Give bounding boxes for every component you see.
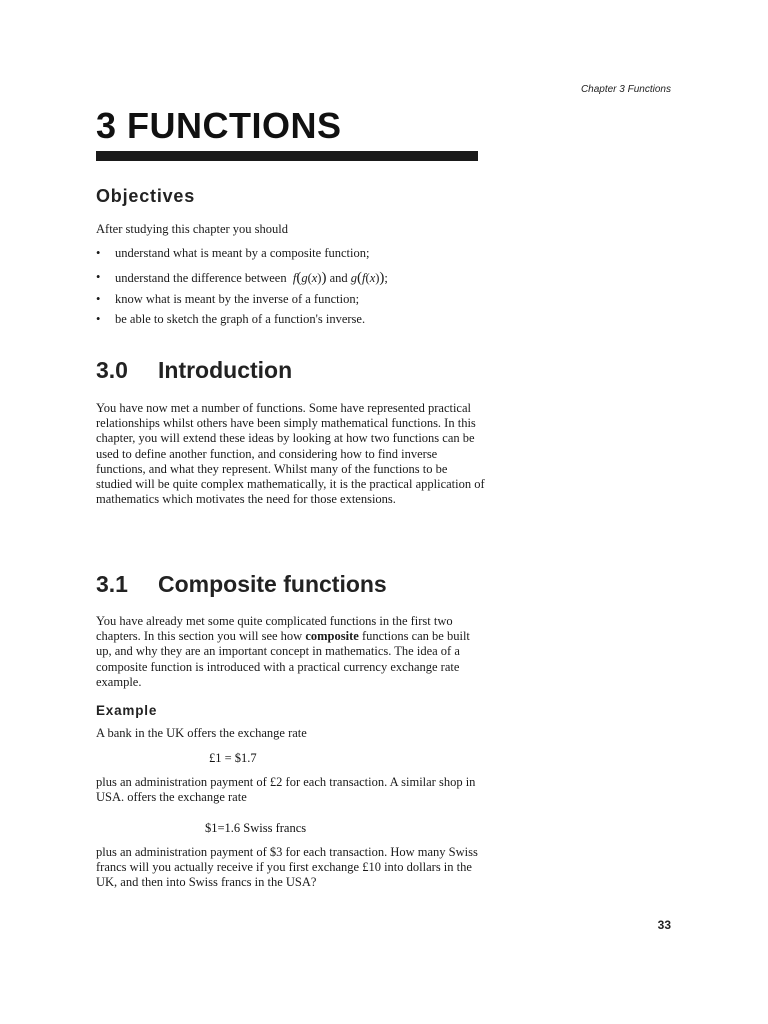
paren: ) — [379, 270, 385, 286]
paragraph-text: You have already met some quite complicated functions in the first two chapters. In this section you will see how — [96, 614, 453, 644]
math-x: x — [311, 271, 318, 285]
objectives-intro: After studying this chapter you should — [96, 222, 288, 236]
objective-text: understand what is meant by a composite function; — [115, 246, 370, 260]
math-g: g — [350, 271, 358, 285]
introduction-paragraph: You have now met a number of functions. Some have represented practical relationships whilst others have been simply mathematical functions. In this chapter, you will extend these ideas by looking at how two functions can be used to define another function, and considering how to find inverse functions, and what they represent. Whilst many of the functions to be studied will be quite complex mathematically, it is the practical application of mathematics which motivates the need for those extensions. — [96, 401, 485, 507]
example-question: plus an administration payment of $3 for each transaction. How many Swiss francs will you actually receive if you first exchange £10 into dollars in the UK, and then into Swiss francs in the USA? — [96, 845, 478, 890]
math-semicolon: ; — [384, 271, 388, 285]
math-f: f — [292, 271, 297, 285]
paren: ( — [296, 270, 302, 286]
running-header: Chapter 3 Functions — [580, 84, 671, 95]
objective-item — [96, 246, 388, 270]
paren: ( — [357, 270, 363, 286]
paragraph-text: functions can be built up, and why they are an important concept in mathematics. The idea of a composite function is introduced with a practical currency exchange rate example. — [96, 629, 470, 689]
math-g: g — [301, 271, 308, 285]
objectives-list — [96, 246, 388, 327]
objective-text: understand the difference between — [115, 271, 287, 285]
objective-item — [96, 312, 388, 327]
objective-text: be able to sketch the graph of a function's inverse. — [115, 312, 366, 326]
exchange-rate-usd-chf: $1=1.6 Swiss francs — [205, 821, 307, 835]
math-f: f — [362, 271, 366, 285]
section-heading-composite — [96, 571, 387, 598]
section-title: Introduction — [158, 357, 293, 383]
objective-text: know what is meant by the inverse of a function; — [115, 292, 360, 306]
exchange-rate-gbp-usd: £1 = $1.7 — [209, 751, 257, 765]
math-x: x — [369, 271, 376, 285]
example-paragraph: plus an administration payment of £2 for each transaction. A similar shop in USA. offers the exchange rate — [96, 775, 476, 805]
chapter-title: 3 FUNCTIONS — [96, 105, 342, 146]
example-intro: A bank in the UK offers the exchange rate — [96, 726, 307, 740]
objective-item: • understand the difference between f(g(x)) and g(f(x)); — [96, 270, 388, 292]
title-rule — [96, 151, 478, 161]
section-number: 3.0 — [96, 357, 128, 383]
page-number: 33 — [657, 918, 671, 932]
paren: ) — [321, 270, 327, 286]
objectives-heading: Objectives — [96, 186, 196, 206]
composite-paragraph — [96, 614, 486, 690]
objective-item — [96, 292, 388, 312]
section-heading-introduction — [96, 357, 292, 384]
section-number: 3.1 — [96, 571, 128, 597]
example-heading: Example — [96, 703, 158, 718]
math-and: and — [329, 271, 348, 285]
section-title: Composite functions — [158, 571, 387, 597]
bold-term: composite — [305, 629, 359, 644]
